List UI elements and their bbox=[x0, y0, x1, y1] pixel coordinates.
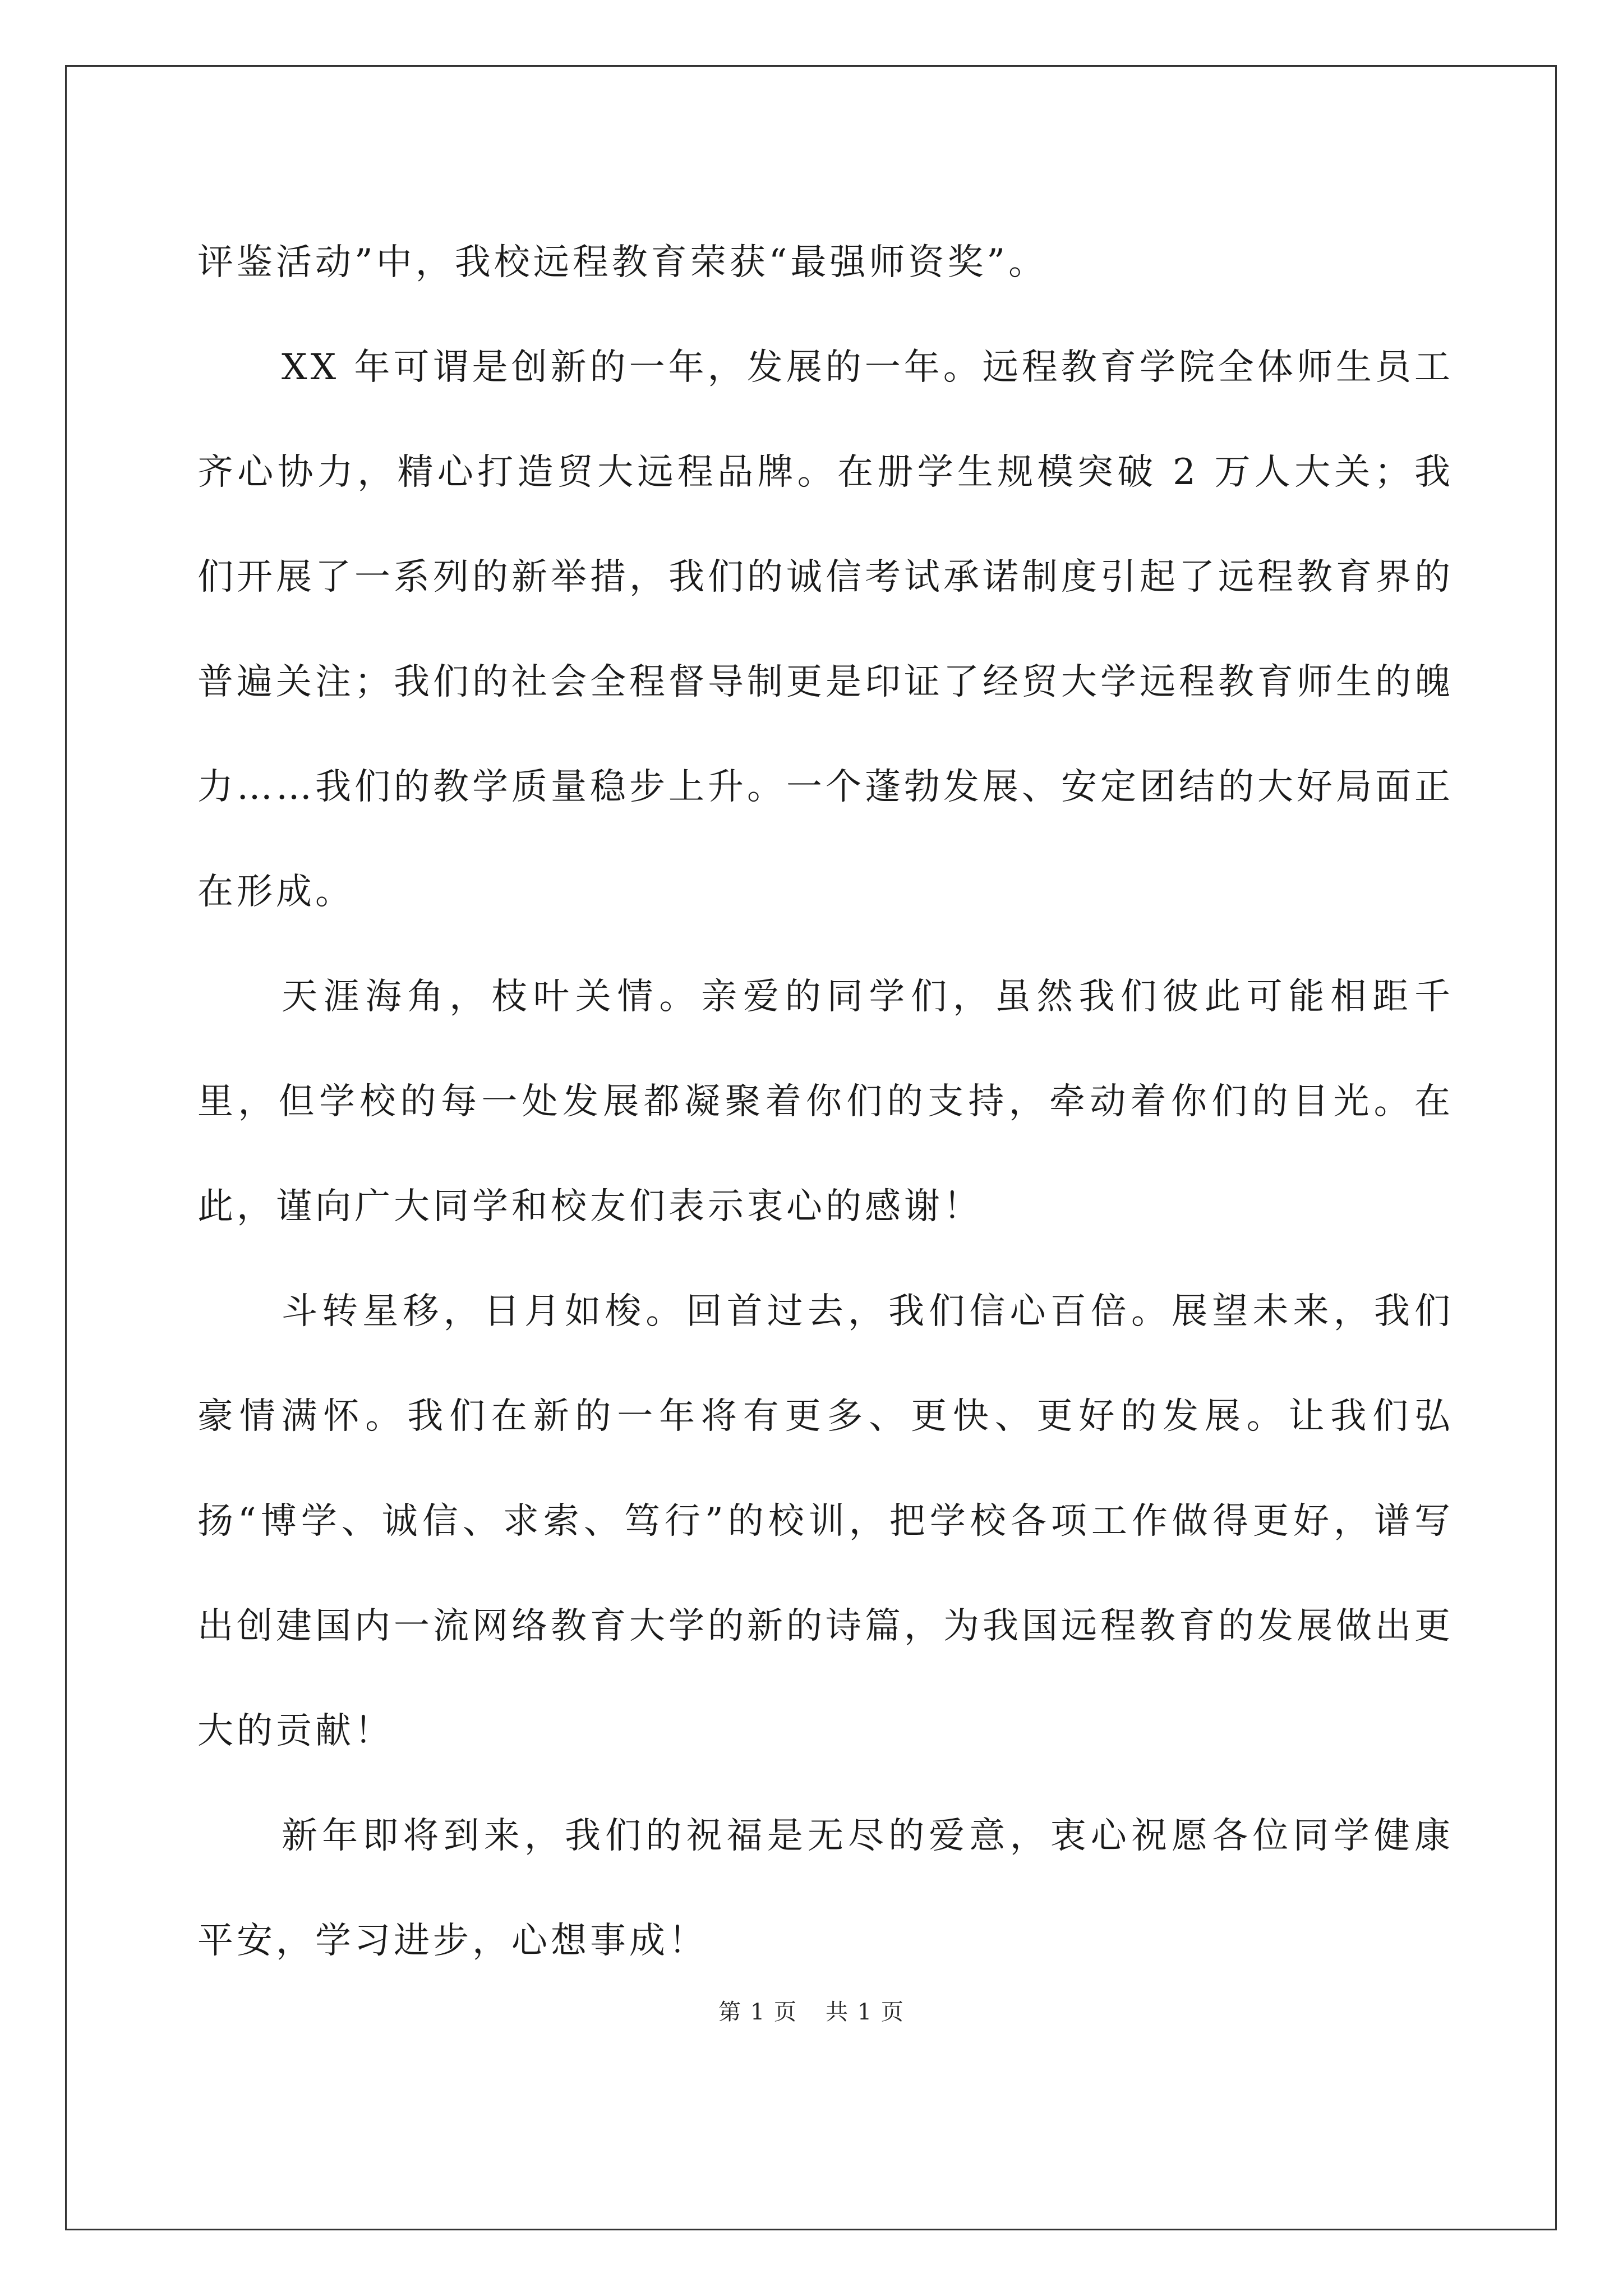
paragraph-1: 评鉴活动”中，我校远程教育荣获“最强师资奖”。 bbox=[197, 242, 1048, 283]
paragraph-3: 天涯海角，枝叶关情。亲爱的同学们，虽然我们彼此可能相距千里，但学校的每一处发展都凝聚着你们的支持，牵动着你们的目光。在此，谨向广大同学和校友们表示衷心的感谢！ bbox=[197, 976, 1454, 1227]
page-total: 共 1 页 bbox=[826, 1999, 905, 2025]
page-number: 第 1 页 bbox=[718, 1999, 797, 2025]
document-body bbox=[197, 210, 1454, 1994]
paragraph-4: 斗转星移，日月如梭。回首过去，我们信心百倍。展望未来，我们豪情满怀。我们在新的一年将有更多、更快、更好的发展。让我们弘扬“博学、诚信、求索、笃行”的校训，把学校各项工作做得更好，谱写出创建国内一流网络教育大学的新的诗篇，为我国远程教育的发展做出更大的贡献！ bbox=[197, 1291, 1454, 1752]
page-footer bbox=[0, 1994, 1623, 2026]
paragraph-5: 新年即将到来，我们的祝福是无尽的爱意，衷心祝愿各位同学健康平安，学习进步，心想事成！ bbox=[197, 1815, 1454, 1962]
paragraph-2: XX 年可谓是创新的一年，发展的一年。远程教育学院全体师生员工齐心协力，精心打造贸大远程品牌。在册学生规模突破 2 万人大关；我们开展了一系列的新举措，我们的诚信考试承诺制度引起了远程教育界的普遍关注；我们的社会全程督导制更是印证了经贸大学远程教育师生的魄力……我们的教学质量稳步上升。一个蓬勃发展、安定团结的大好局面正在形成。 bbox=[197, 347, 1454, 913]
